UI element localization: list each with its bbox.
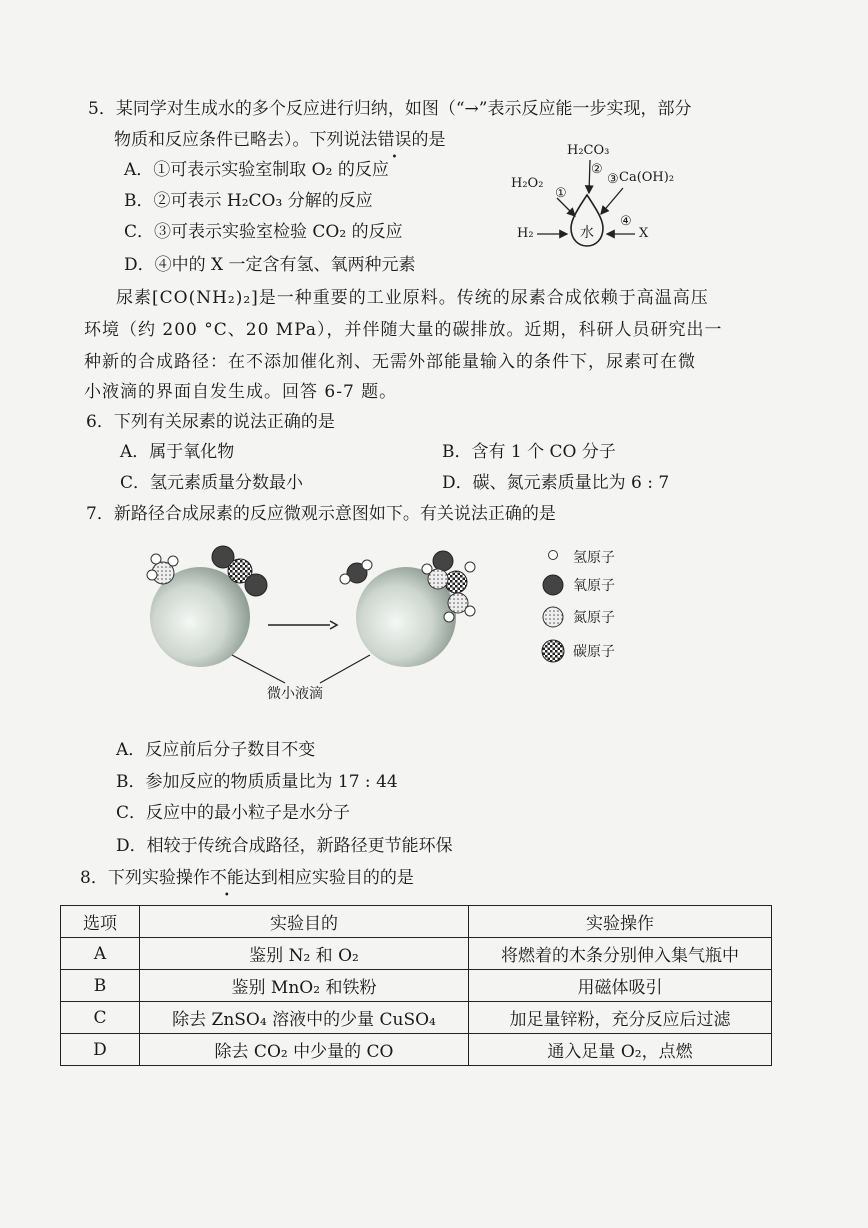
passage-line-4: 小液滴的界面自发生成。回答 6-7 题。 <box>84 382 398 402</box>
table-header-row <box>61 906 772 938</box>
legend-nitrogen: 氮原子 <box>573 610 615 626</box>
q5-option-a: A．①可表示实验室制取 O₂ 的反应 <box>124 160 389 180</box>
header-operation: 实验操作 <box>469 906 772 938</box>
h2-label: H₂ <box>517 226 534 241</box>
row-purpose: 鉴别 MnO₂ 和铁粉 <box>140 970 469 1002</box>
q7-micro-diagram <box>140 545 660 710</box>
row-option: C <box>61 1002 140 1034</box>
q6-option-b: B．含有 1 个 CO 分子 <box>442 442 616 462</box>
step2-marker: ② <box>591 162 603 177</box>
passage-line-1: 尿素[CO(NH₂)₂]是一种重要的工业原料。传统的尿素合成依赖于高温高压 <box>116 288 709 308</box>
table-row <box>61 970 772 1002</box>
q7-option-d: D．相较于传统合成路径，新路径更节能环保 <box>116 836 453 856</box>
table-row <box>61 938 772 970</box>
q5-reaction-diagram <box>505 138 705 258</box>
row-operation: 通入足量 O₂，点燃 <box>469 1034 772 1066</box>
row-operation: 将燃着的木条分别伸入集气瓶中 <box>469 938 772 970</box>
x-label: X <box>639 226 649 241</box>
passage-line-3: 种新的合成路径：在不添加催化剂、无需外部能量输入的条件下，尿素可在微 <box>84 352 696 372</box>
q5-stem-text-b: 的是 <box>411 130 446 150</box>
q8-stem <box>80 866 414 890</box>
h2co3-label: H₂CO₃ <box>567 143 610 158</box>
row-option: D <box>61 1034 140 1066</box>
header-option: 选项 <box>61 906 140 938</box>
legend-hydrogen: 氢原子 <box>573 550 615 566</box>
water-label: 水 <box>580 225 594 241</box>
q7-diagram-svg <box>140 545 660 710</box>
q7-option-b: B．参加反应的物质质量比为 17 : 44 <box>116 772 398 792</box>
caoh2-label: Ca(OH)₂ <box>619 170 675 185</box>
passage-line-2: 环境（约 200 °C、20 MPa），并伴随大量的碳排放。近期，科研人员研究出一 <box>84 320 723 340</box>
legend-oxygen: 氧原子 <box>573 578 615 594</box>
q5-option-c: C．③可表示实验室检验 CO₂ 的反应 <box>124 222 403 242</box>
q8-table <box>60 905 772 1066</box>
row-purpose: 鉴别 N₂ 和 O₂ <box>140 938 469 970</box>
h2o2-label: H₂O₂ <box>511 176 544 191</box>
row-purpose: 除去 CO₂ 中少量的 CO <box>140 1034 469 1066</box>
step1-marker: ① <box>555 186 567 201</box>
step3-marker: ③ <box>607 172 619 187</box>
row-operation: 加足量锌粉，充分反应后过滤 <box>469 1002 772 1034</box>
q6-option-a: A．属于氧化物 <box>120 442 235 462</box>
table-row <box>61 1002 772 1034</box>
q8-stem-text-a: 8．下列实验操作 <box>80 868 210 888</box>
q6-stem: 6．下列有关尿素的说法正确的是 <box>86 412 335 432</box>
q5-stem-line1: 5．某同学对生成水的多个反应进行归纳，如图（“→”表示反应能一步实现，部分 <box>88 99 692 119</box>
q6-option-d: D．碳、氮元素质量比为 6 : 7 <box>442 473 670 493</box>
q5-emphasis-word: 错误 <box>377 130 412 150</box>
q5-stem-line2 <box>114 128 446 152</box>
q8-emphasis-word: 不能 <box>209 868 244 888</box>
q5-option-d: D．④中的 X 一定含有氢、氧两种元素 <box>124 255 416 275</box>
step4-marker: ④ <box>620 214 632 229</box>
row-option: A <box>61 938 140 970</box>
q5-stem-text-a: 物质和反应条件已略去）。下列说法 <box>114 130 378 150</box>
droplet-caption: 微小液滴 <box>267 686 323 702</box>
q5-option-b: B．②可表示 H₂CO₃ 分解的反应 <box>124 191 373 211</box>
q8-stem-text-b: 达到相应实验目的的是 <box>243 868 414 888</box>
q7-stem: 7．新路径合成尿素的反应微观示意图如下。有关说法正确的是 <box>86 504 556 524</box>
header-purpose: 实验目的 <box>140 906 469 938</box>
q7-option-a: A．反应前后分子数目不变 <box>116 740 316 760</box>
q7-option-c: C．反应中的最小粒子是水分子 <box>116 803 351 823</box>
row-operation: 用磁体吸引 <box>469 970 772 1002</box>
q6-option-c: C．氢元素质量分数最小 <box>120 473 304 493</box>
row-purpose: 除去 ZnSO₄ 溶液中的少量 CuSO₄ <box>140 1002 469 1034</box>
table-row <box>61 1034 772 1066</box>
row-option: B <box>61 970 140 1002</box>
legend-carbon: 碳原子 <box>573 644 615 660</box>
